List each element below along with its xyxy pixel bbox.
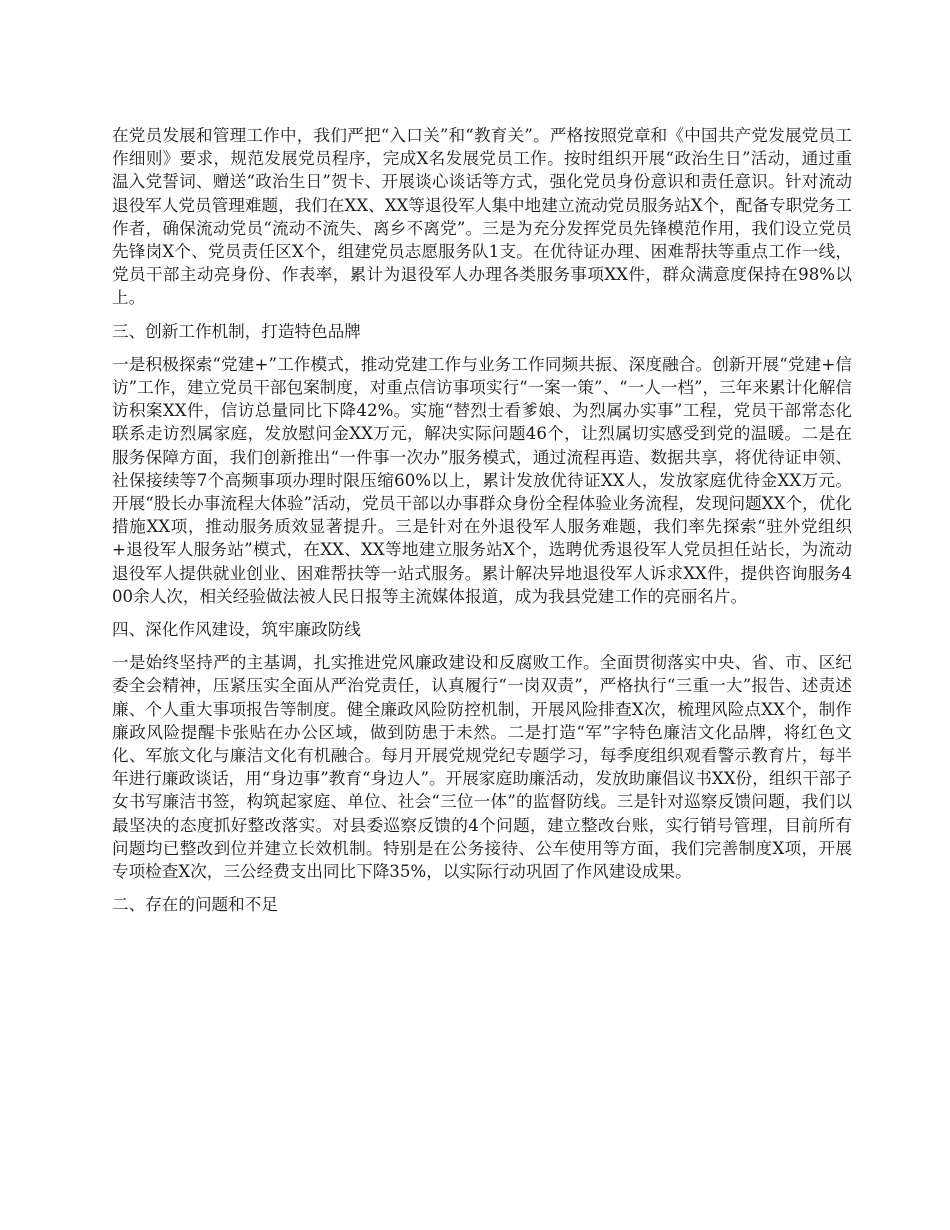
document-body	[112, 124, 852, 917]
section-heading-innovation: 三、创新工作机制，打造特色品牌	[112, 321, 361, 341]
section-heading-problems: 二、存在的问题和不足	[112, 895, 278, 915]
section-heading-integrity: 四、深化作风建设，筑牢廉政防线	[112, 620, 361, 640]
paragraph-party-member-management: 在党员发展和管理工作中，我们严把“入口关”和“教育关”。严格按照党章和《中国共产党发展党员工作细则》要求，规范发展党员程序，完成X名发展党员工作。按时组织开展“政治生日”活动，通过重温入党誓词、赠送“政治生日”贺卡、开展谈心谈话等方式，强化党员身份意识和责任意识。针对流动退役军人党员管理难题，我们在XX、XX等退役军人集中地建立流动党员服务站X个，配备专职党务工作者，确保流动党员“流动不流失、离乡不离党”。三是为充分发挥党员先锋模范作用，我们设立党员先锋岗X个、党员责任区X个，组建党员志愿服务队1支。在优待证办理、困难帮扶等重点工作一线，党员干部主动亮身份、作表率，累计为退役军人办理各类服务事项XX件，群众满意度保持在98%以上。	[112, 126, 852, 308]
paragraph-innovation: 一是积极探索“党建+”工作模式，推动党建工作与业务工作同频共振、深度融合。创新开展“党建+信访”工作，建立党员干部包案制度，对重点信访事项实行“一案一策”、“一人一档”，三年来累计化解信访积案XX件，信访总量同比下降42%。实施“替烈士看爹娘、为烈属办实事”工程，党员干部常态化联系走访烈属家庭，发放慰问金XX万元，解决实际问题46个，让烈属切实感受到党的温暖。二是在服务保障方面，我们创新推出“一件事一次办”服务模式，通过流程再造、数据共享，将优待证申领、社保接续等7个高频事项办理时限压缩60%以上，累计发放优待证XX人，发放家庭优待金XX万元。开展“股长办事流程大体验”活动，党员干部以办事群众身份全程体验业务流程，发现问题XX个，优化措施XX项，推动服务质效显著提升。三是针对在外退役军人服务难题，我们率先探索“驻外党组织+退役军人服务站”模式，在XX、XX等地建立服务站X个，选聘优秀退役军人党员担任站长，为流动退役军人提供就业创业、困难帮扶等一站式服务。累计解决异地退役军人诉求XX件，提供咨询服务400余人次，相关经验做法被人民日报等主流媒体报道，成为我县党建工作的亮丽名片。	[112, 354, 852, 606]
paragraph-integrity: 一是始终坚持严的主基调，扎实推进党风廉政建设和反腐败工作。全面贯彻落实中央、省、市、区纪委全会精神，压紧压实全面从严治党责任，认真履行“一岗双责”，严格执行“三重一大”报告、述责述廉、个人重大事项报告等制度。健全廉政风险防控机制，开展风险排查X次，梳理风险点XX个，制作廉政风险提醒卡张贴在办公区域，做到防患于未然。二是打造“军”字特色廉洁文化品牌，将红色文化、军旅文化与廉洁文化有机融合。每月开展党规党纪专题学习，每季度组织观看警示教育片，每半年进行廉政谈话，用“身边事”教育“身边人”。开展家庭助廉活动，发放助廉倡议书XX份，组织干部子女书写廉洁书签，构筑起家庭、单位、社会“三位一体”的监督防线。三是针对巡察反馈问题，我们以最坚决的态度抓好整改落实。对县委巡察反馈的4个问题，建立整改台账，实行销号管理，目前所有问题均已整改到位并建立长效机制。特别是在公务接待、公车使用等方面，我们完善制度X项，开展专项检查X次，三公经费支出同比下降35%，以实际行动巩固了作风建设成果。	[112, 653, 852, 882]
